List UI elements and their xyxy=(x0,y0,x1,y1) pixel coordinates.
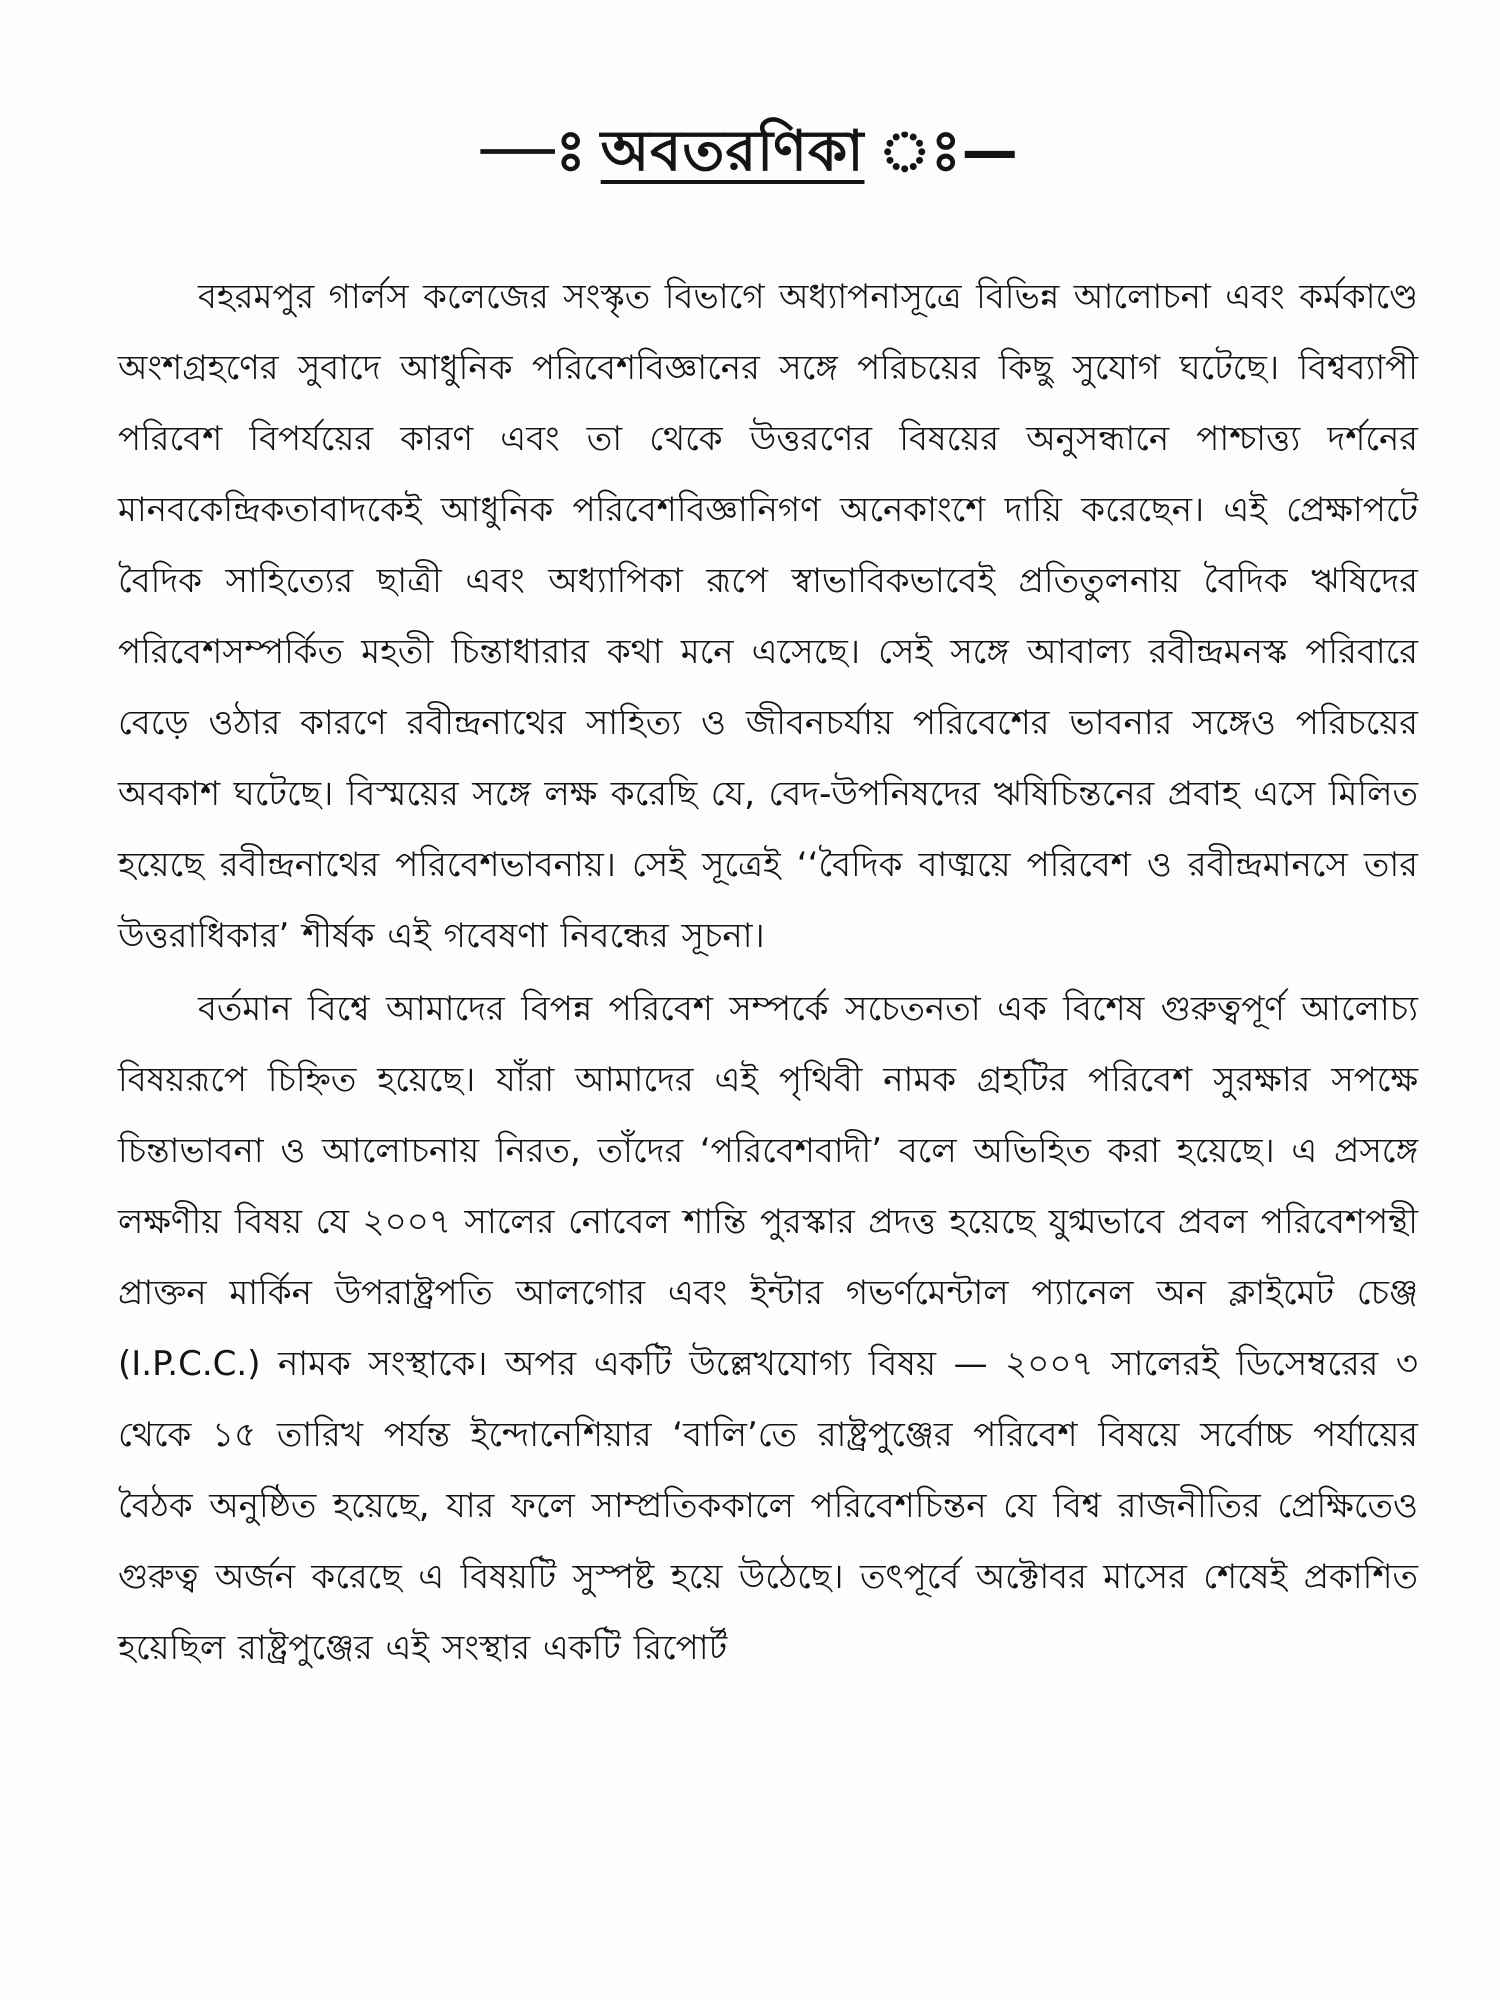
body-text xyxy=(118,262,1418,1684)
heading-left-mark: —ঃ xyxy=(481,119,587,184)
paragraph-1: বহরমপুর গার্লস কলেজের সংস্কৃত বিভাগে অধ্যাপনাসূত্রে বিভিন্ন আলোচনা এবং কর্মকাণ্ডে অংশগ্রহণের সুবাদে আধুনিক পরিবেশবিজ্ঞানের সঙ্গে পরিচয়ের কিছু সুযোগ ঘটেছে। বিশ্বব্যাপী পরিবেশ বিপর্যয়ের কারণ এবং তা থেকে উত্তরণের বিষয়ের অনুসন্ধানে পাশ্চাত্ত্য দর্শনের মানবকেন্দ্রিকতাবাদকেই আধুনিক পরিবেশবিজ্ঞানিগণ অনেকাংশে দায়ি করেছেন। এই প্রেক্ষাপটে বৈদিক সাহিত্যের ছাত্রী এবং অধ্যাপিকা রূপে স্বাভাবিকভাবেই প্রতিতুলনায় বৈদিক ঋষিদের পরিবেশসম্পর্কিত মহতী চিন্তাধারার কথা মনে এসেছে। সেই সঙ্গে আবাল্য রবীন্দ্রমনস্ক পরিবারে বেড়ে ওঠার কারণে রবীন্দ্রনাথের সাহিত্য ও জীবনচর্যায় পরিবেশের ভাবনার সঙ্গেও পরিচয়ের অবকাশ ঘটেছে। বিস্ময়ের সঙ্গে লক্ষ করেছি যে, বেদ-উপনিষদের ঋষিচিন্তনের প্রবাহ এসে মিলিত হয়েছে রবীন্দ্রনাথের পরিবেশভাবনায়। সেই সূত্রেই ‘‘বৈদিক বাঙ্ময়ে পরিবেশ ও রবীন্দ্রমানসে তার উত্তরাধিকার’ শীর্ষক এই গবেষণা নিবন্ধের সূচনা। xyxy=(118,277,1418,956)
heading-title: অবতরণিকা xyxy=(600,119,865,184)
paragraph-2: বর্তমান বিশ্বে আমাদের বিপন্ন পরিবেশ সম্পর্কে সচেতনতা এক বিশেষ গুরুত্বপূর্ণ আলোচ্য বিষয়রূপে চিহ্নিত হয়েছে। যাঁরা আমাদের এই পৃথিবী নামক গ্রহটির পরিবেশ সুরক্ষার সপক্ষে চিন্তাভাবনা ও আলোচনায় নিরত, তাঁদের ‘পরিবেশবাদী’ বলে অভিহিত করা হয়েছে। এ প্রসঙ্গে লক্ষণীয় বিষয় যে ২০০৭ সালের নোবেল শান্তি পুরস্কার প্রদত্ত হয়েছে যুগ্মভাবে প্রবল পরিবেশপন্থী প্রাক্তন মার্কিন উপরাষ্ট্রপতি আলগোর এবং ইন্টার গভর্ণমেন্টাল প্যানেল অন ক্লাইমেট চেঞ্জ (I.P.C.C.) নামক সংস্থাকে। অপর একটি উল্লেখযোগ্য বিষয় — ২০০৭ সালেরই ডিসেম্বরের ৩ থেকে ১৫ তারিখ পর্যন্ত ইন্দোনেশিয়ার ‘বালি’তে রাষ্ট্রপুঞ্জের পরিবেশ বিষয়ে সর্বোচ্চ পর্যায়ের বৈঠক অনুষ্ঠিত হয়েছে, যার ফলে সাম্প্রতিককালে পরিবেশচিন্তন যে বিশ্ব রাজনীতির প্রেক্ষিতেও গুরুত্ব অর্জন করেছে এ বিষয়টি সুস্পষ্ট হয়ে উঠেছে। তৎপূর্বে অক্টোবর মাসের শেষেই প্রকাশিত হয়েছিল রাষ্ট্রপুঞ্জের এই সংস্থার একটি রিপোর্ট xyxy=(118,989,1418,1668)
heading-right-mark: ঃ— xyxy=(878,119,1019,184)
page-heading xyxy=(0,112,1500,192)
